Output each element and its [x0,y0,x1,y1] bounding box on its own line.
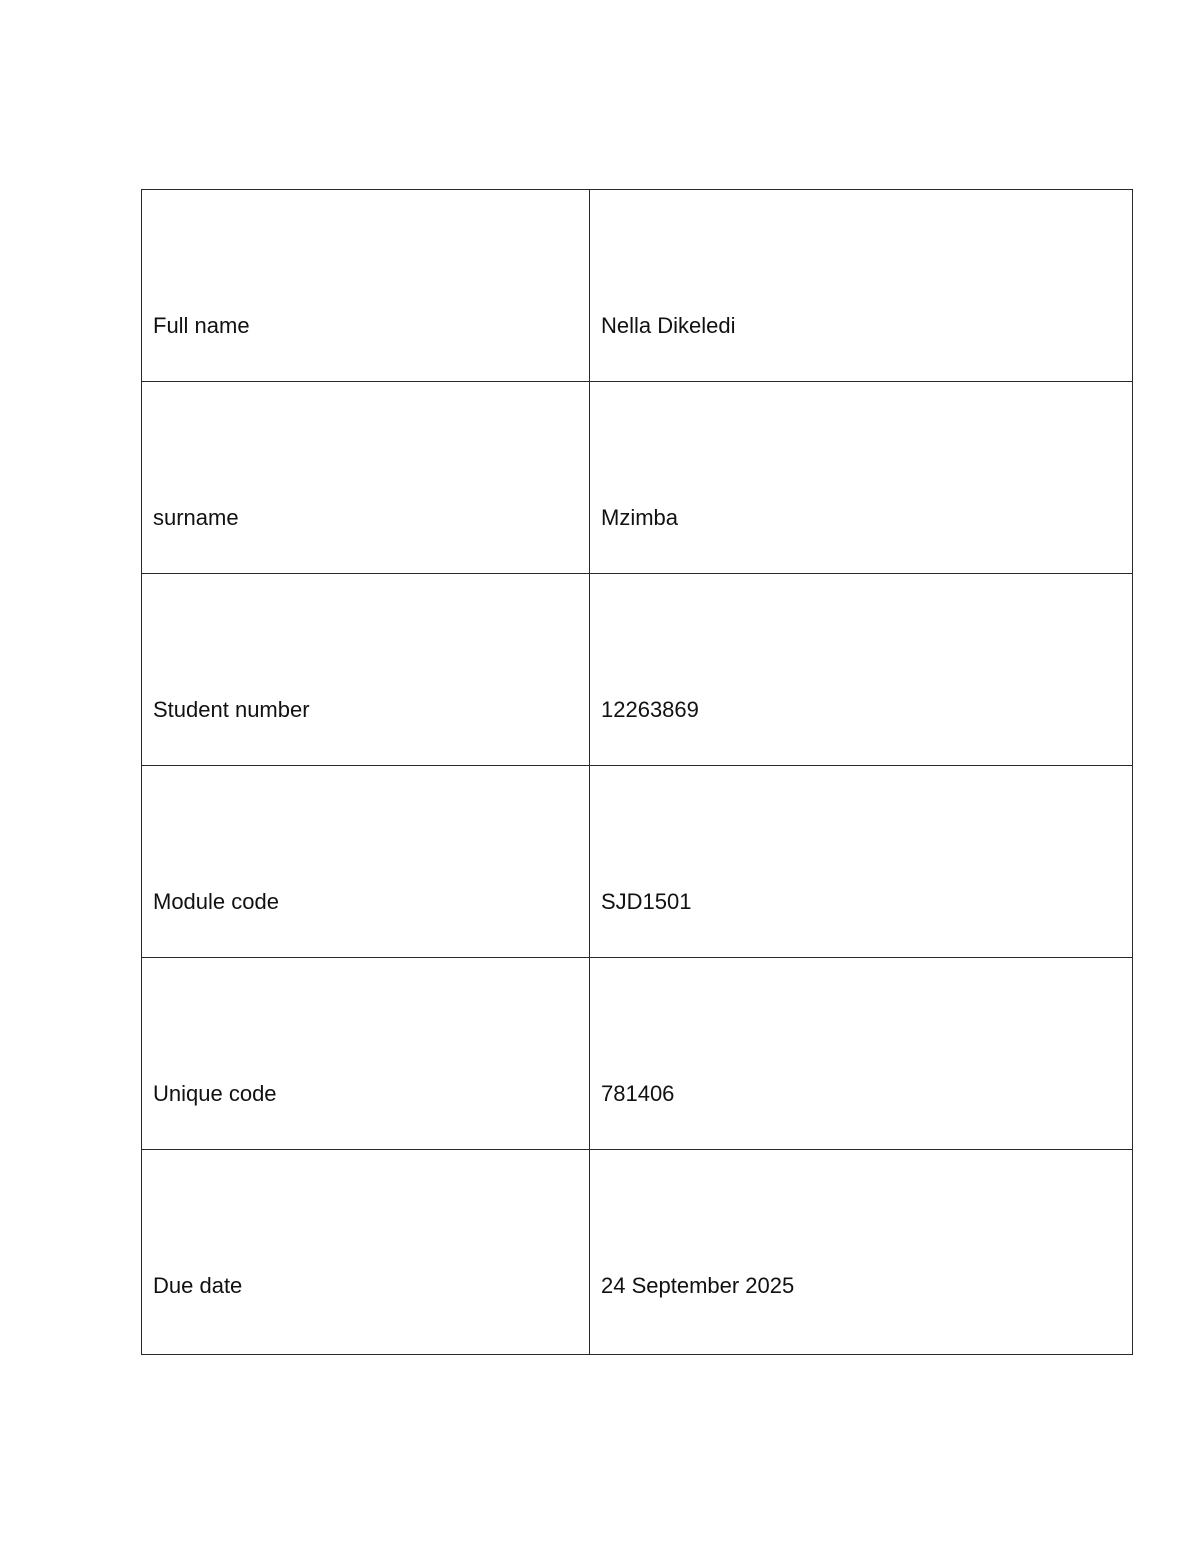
unique-code-value: 781406 [590,958,1133,1150]
student-info-table [141,189,1133,1355]
due-date-value: 24 September 2025 [590,1150,1133,1355]
full-name-label: Full name [142,190,590,382]
unique-code-label: Unique code [142,958,590,1150]
table-row-full-name [142,190,1133,382]
module-code-label: Module code [142,766,590,958]
student-number-value: 12263869 [590,574,1133,766]
table-row-surname [142,382,1133,574]
table-row-due-date [142,1150,1133,1355]
table-row-student-number [142,574,1133,766]
due-date-label: Due date [142,1150,590,1355]
student-number-label: Student number [142,574,590,766]
table-row-module-code [142,766,1133,958]
full-name-value: Nella Dikeledi [590,190,1133,382]
surname-label: surname [142,382,590,574]
module-code-value: SJD1501 [590,766,1133,958]
surname-value: Mzimba [590,382,1133,574]
table-row-unique-code [142,958,1133,1150]
